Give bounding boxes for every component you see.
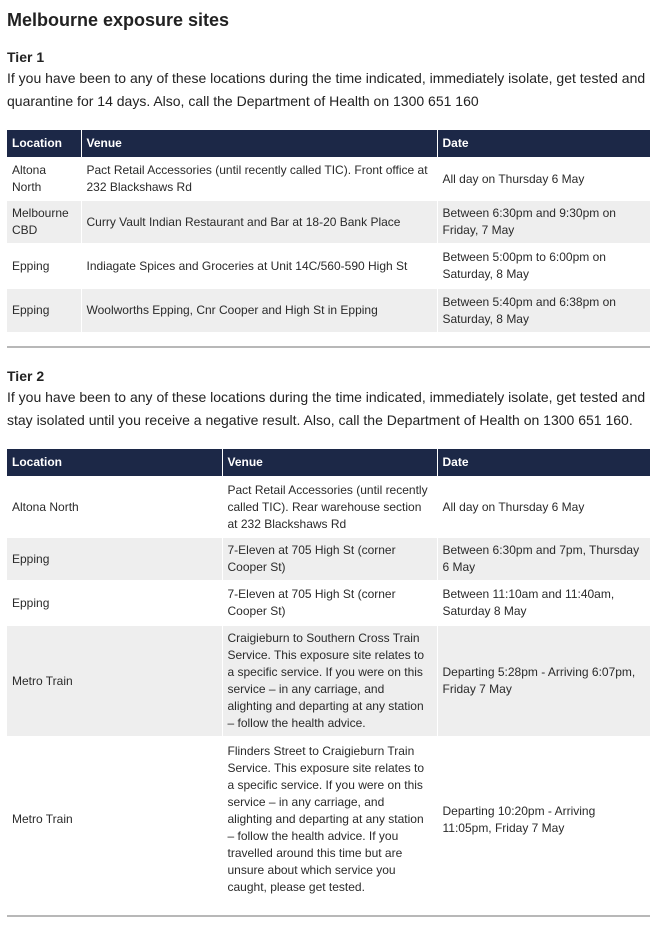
column-header-venue: Venue <box>81 130 437 158</box>
cell-date: All day on Thursday 6 May <box>437 158 650 200</box>
cell-location: Altona North <box>7 158 81 200</box>
tier1-intro-line1: If you have been to any of these locations during the time indicated, immediately isolate, get tested and <box>7 70 646 86</box>
tier1-intro-line2: quarantine for 14 days. Also, call the Department of Health on 1300 651 160 <box>7 93 479 109</box>
table-row <box>7 477 650 537</box>
column-header-date: Date <box>437 449 650 477</box>
page-title: Melbourne exposure sites <box>7 10 230 30</box>
cell-location: Altona North <box>7 477 222 537</box>
cell-date: Between 11:10am and 11:40am, Saturday 8 May <box>437 581 650 625</box>
section-divider <box>7 915 650 917</box>
tier2-intro <box>7 386 650 432</box>
tier2-table <box>7 449 650 901</box>
cell-location: Epping <box>7 244 81 288</box>
cell-location: Epping <box>7 537 222 581</box>
cell-location: Epping <box>7 288 81 332</box>
section-divider <box>7 346 650 348</box>
cell-date: Between 6:30pm and 9:30pm on Friday, 7 May <box>437 200 650 244</box>
cell-venue: 7-Eleven at 705 High St (corner Cooper St) <box>222 537 437 581</box>
cell-location: Epping <box>7 581 222 625</box>
cell-venue: Flinders Street to Craigieburn Train Service. This exposure site relates to a specific service. If you were on this service – in any carriage, and alighting and departing at any station – follow the health advice. If you travelled around this time but are unsure about which service you caught, please get tested. <box>222 737 437 901</box>
cell-venue: Craigieburn to Southern Cross Train Service. This exposure site relates to a specific service. If you were on this service – in any carriage, and alighting and departing at any station – follow the health advice. <box>222 625 437 737</box>
table-row <box>7 200 650 244</box>
table-row <box>7 581 650 625</box>
tier1-section <box>7 48 650 332</box>
tier2-section <box>7 367 650 901</box>
cell-venue: Pact Retail Accessories (until recently called TIC). Front office at 232 Blackshaws Rd <box>81 158 437 200</box>
table-row <box>7 737 650 901</box>
cell-venue: Woolworths Epping, Cnr Cooper and High St in Epping <box>81 288 437 332</box>
tier2-heading: Tier 2 <box>7 368 45 384</box>
cell-date: Between 5:00pm to 6:00pm on Saturday, 8 May <box>437 244 650 288</box>
tier2-intro-line1: If you have been to any of these locations during the time indicated, immediately isolate, get tested and <box>7 389 646 405</box>
cell-venue: Pact Retail Accessories (until recently called TIC). Rear warehouse section at 232 Blackshaws Rd <box>222 477 437 537</box>
column-header-date: Date <box>437 130 650 158</box>
table-row <box>7 625 650 737</box>
table-header-row <box>7 130 650 158</box>
table-header-row <box>7 449 650 477</box>
table-row <box>7 537 650 581</box>
cell-location: Metro Train <box>7 625 222 737</box>
cell-location: Metro Train <box>7 737 222 901</box>
cell-venue: Curry Vault Indian Restaurant and Bar at 18-20 Bank Place <box>81 200 437 244</box>
tier1-table <box>7 130 650 332</box>
column-header-location: Location <box>7 130 81 158</box>
cell-date: Departing 10:20pm - Arriving 11:05pm, Friday 7 May <box>437 737 650 901</box>
table-row <box>7 158 650 200</box>
column-header-location: Location <box>7 449 222 477</box>
cell-venue: Indiagate Spices and Groceries at Unit 14C/560-590 High St <box>81 244 437 288</box>
tier1-intro <box>7 67 650 113</box>
table-row <box>7 288 650 332</box>
cell-date: Between 6:30pm and 7pm, Thursday 6 May <box>437 537 650 581</box>
tier2-intro-line2: stay isolated until you receive a negative result. Also, call the Department of Health on 1300 651 160. <box>7 412 633 428</box>
cell-location: Melbourne CBD <box>7 200 81 244</box>
tier1-heading: Tier 1 <box>7 49 45 65</box>
cell-date: Between 5:40pm and 6:38pm on Saturday, 8 May <box>437 288 650 332</box>
cell-date: Departing 5:28pm - Arriving 6:07pm, Friday 7 May <box>437 625 650 737</box>
cell-date: All day on Thursday 6 May <box>437 477 650 537</box>
table-row <box>7 244 650 288</box>
cell-venue: 7-Eleven at 705 High St (corner Cooper St) <box>222 581 437 625</box>
column-header-venue: Venue <box>222 449 437 477</box>
